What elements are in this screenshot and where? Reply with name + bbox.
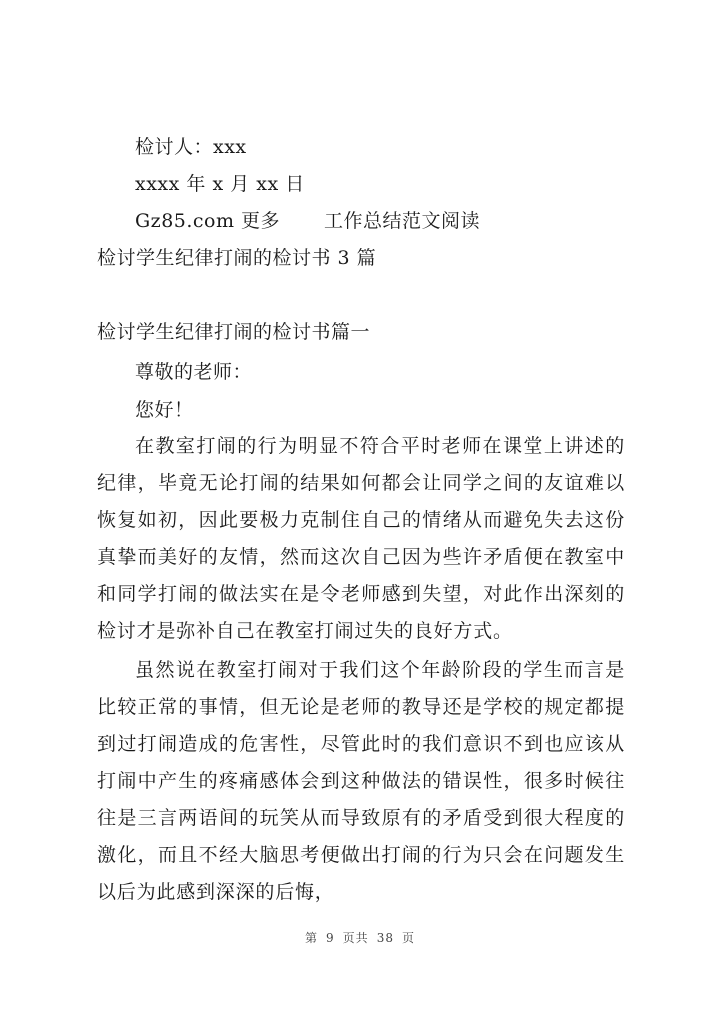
promo-link[interactable]: 工作总结范文阅读 xyxy=(324,210,481,232)
footer-page-number: 9 xyxy=(326,931,335,945)
reviewer-signature: 检讨人：xxx xyxy=(135,136,247,158)
promo-line xyxy=(135,209,480,233)
letter-paragraph: 虽然说在教室打闹对于我们这个年龄阶段的学生而言是比较正常的事情，但无论是老师的教导还是学校的规定都提到过打闹造成的危害性，尽管此时的我们意识不到也应该从打闹中产生的疼痛感体会到这种做法的错误性，很多时候往往是三言两语间的玩笑从而导致原有的矛盾受到很大程度的激化，而且不经大脑思考便做出打闹的行为只会在问题发生以后为此感到深深的后悔， xyxy=(97,659,625,903)
collection-title: 检讨学生纪律打闹的检讨书 3 篇 xyxy=(97,247,377,269)
letter-greeting: 您好！ xyxy=(135,399,194,421)
footer-suffix: 页 xyxy=(401,931,415,945)
page-footer xyxy=(0,929,720,946)
section-title: 检讨学生纪律打闹的检讨书篇一 xyxy=(97,321,371,343)
footer-total-pages: 38 xyxy=(376,931,394,945)
footer-middle: 页共 xyxy=(342,931,369,945)
promo-site: Gz85.com 更多 xyxy=(135,210,281,232)
signature-date: xxxx 年 x 月 xx 日 xyxy=(135,173,305,195)
letter-salutation: 尊敬的老师： xyxy=(135,361,253,383)
letter-paragraph: 在教室打闹的行为明显不符合平时老师在课堂上讲述的纪律，毕竟无论打闹的结果如何都会让同学之间的友谊难以恢复如初，因此要极力克制住自己的情绪从而避免失去这份真挚而美好的友情，然而这次自己因为些许矛盾便在教室中和同学打闹的做法实在是令老师感到失望，对此作出深刻的检讨才是弥补自己在教室打闹过失的良好方式。 xyxy=(97,435,625,642)
footer-prefix: 第 xyxy=(305,931,319,945)
